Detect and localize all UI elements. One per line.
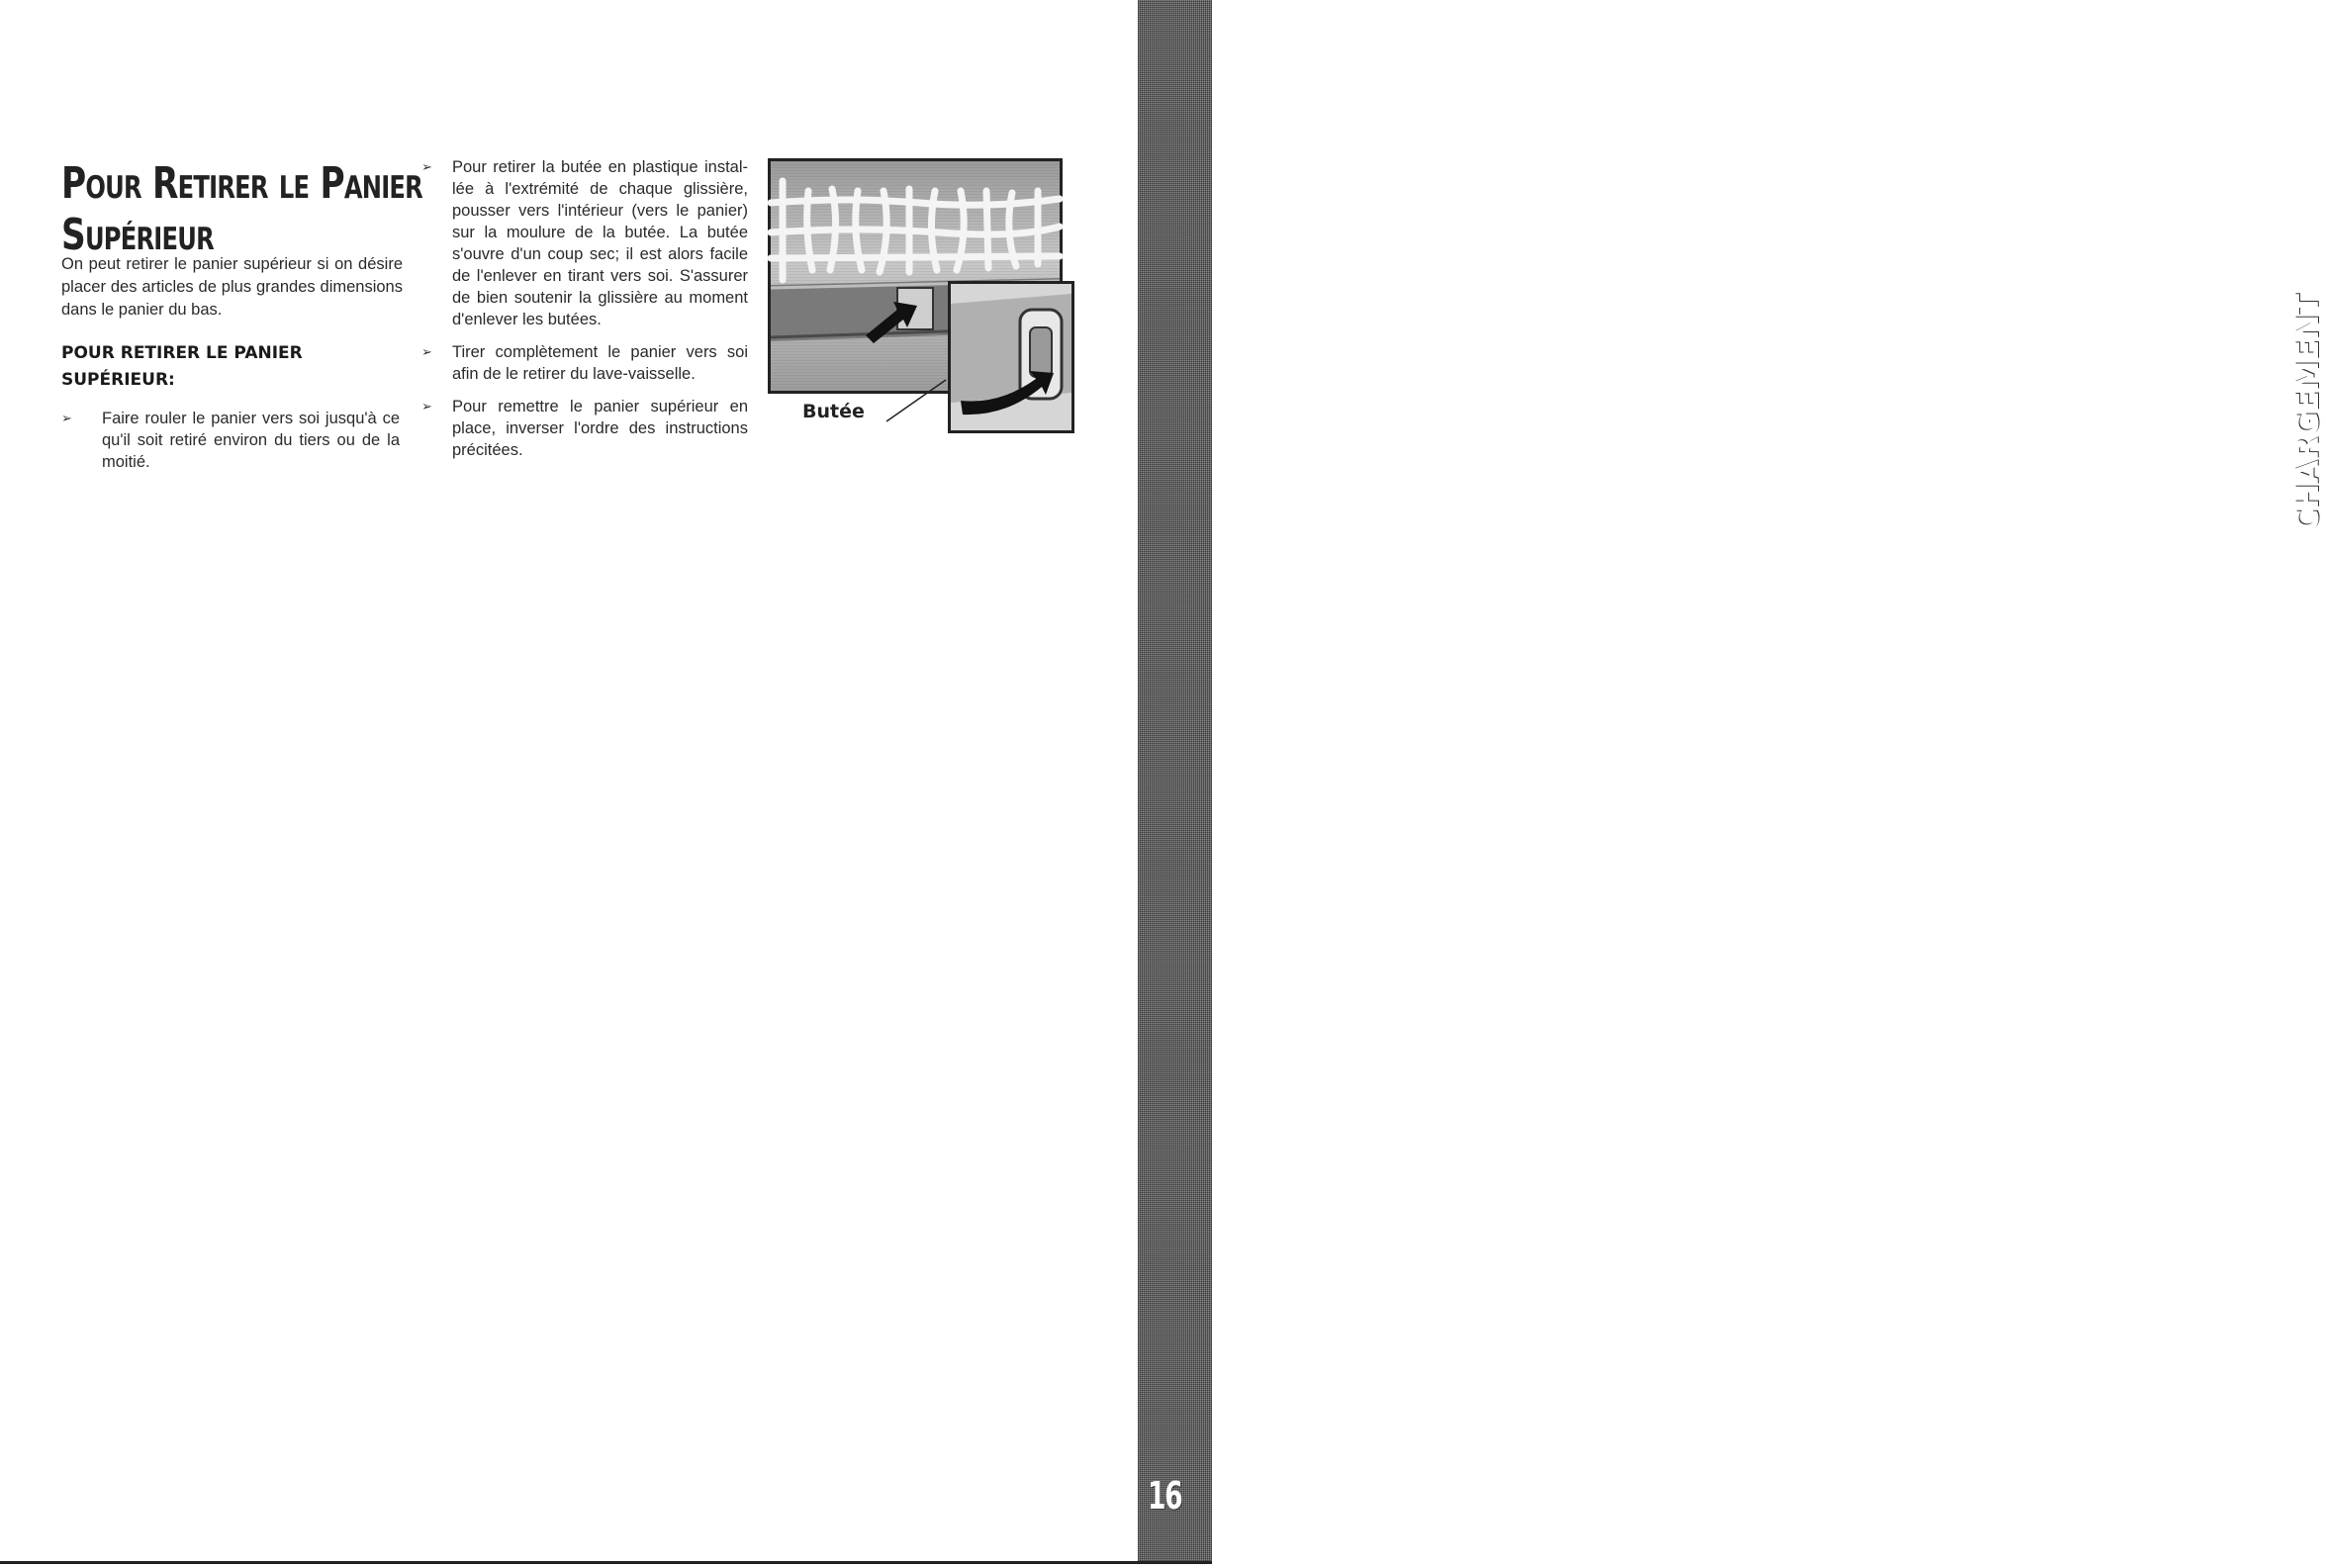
arrow-bullet-icon: ➢ bbox=[61, 411, 72, 425]
arrow-bullet-icon: ➢ bbox=[421, 399, 432, 414]
steps-list-left bbox=[61, 408, 400, 473]
intro-paragraph: On peut retirer le panier supérieur si on désire placer des articles de plus grandes dimensions dans le panier du bas. bbox=[61, 255, 403, 319]
page-title-line2: Supérieur bbox=[61, 210, 214, 260]
label-leader-line bbox=[881, 376, 950, 425]
stop-detail-inset bbox=[948, 281, 1074, 433]
figure-label: Butée bbox=[802, 401, 865, 422]
list-item bbox=[421, 341, 748, 385]
side-tab-label: CHARGEMENT bbox=[2288, 295, 2326, 533]
section-subheading bbox=[61, 340, 358, 394]
subheading-line2: SUPÉRIEUR: bbox=[61, 370, 175, 390]
arrow-bullet-icon: ➢ bbox=[421, 159, 432, 174]
page-title bbox=[61, 158, 423, 261]
step-text: Tirer complètement le panier vers soi afin de le retirer du lave-vaisselle. bbox=[452, 343, 748, 383]
page-number: 16 bbox=[1148, 1474, 1182, 1518]
step-text: Faire rouler le panier vers soi jusqu'à ce qu'il soit retiré environ du tiers ou de la moitié. bbox=[102, 410, 400, 471]
arrow-bullet-icon: ➢ bbox=[421, 344, 432, 359]
step-text: Pour remettre le panier supérieur en place, inverser l'ordre des instructions précitées. bbox=[452, 398, 748, 459]
side-tab-label-wrap bbox=[1143, 148, 2326, 533]
bottom-rule bbox=[0, 1561, 1212, 1564]
list-item bbox=[421, 156, 748, 330]
list-item bbox=[61, 408, 400, 473]
subheading-line1: POUR RETIRER LE PANIER bbox=[61, 343, 303, 363]
page-title-line1: Pour Retirer le Panier bbox=[61, 158, 423, 209]
step-text: Pour retirer la butée en plastique instal-lée à l'extrémité de chaque glissière, pousser vers l'intérieur (vers le panier) sur la moulure de la butée. La butée s'ouvre d'un coup sec; il est alors facile de l'enlever en tirant vers soi. S'assurer de bien soutenir la glissière au moment d'enlever les butées. bbox=[452, 158, 748, 328]
stop-detail-illustration bbox=[951, 284, 1071, 430]
steps-list-right bbox=[421, 156, 748, 472]
list-item bbox=[421, 396, 748, 461]
